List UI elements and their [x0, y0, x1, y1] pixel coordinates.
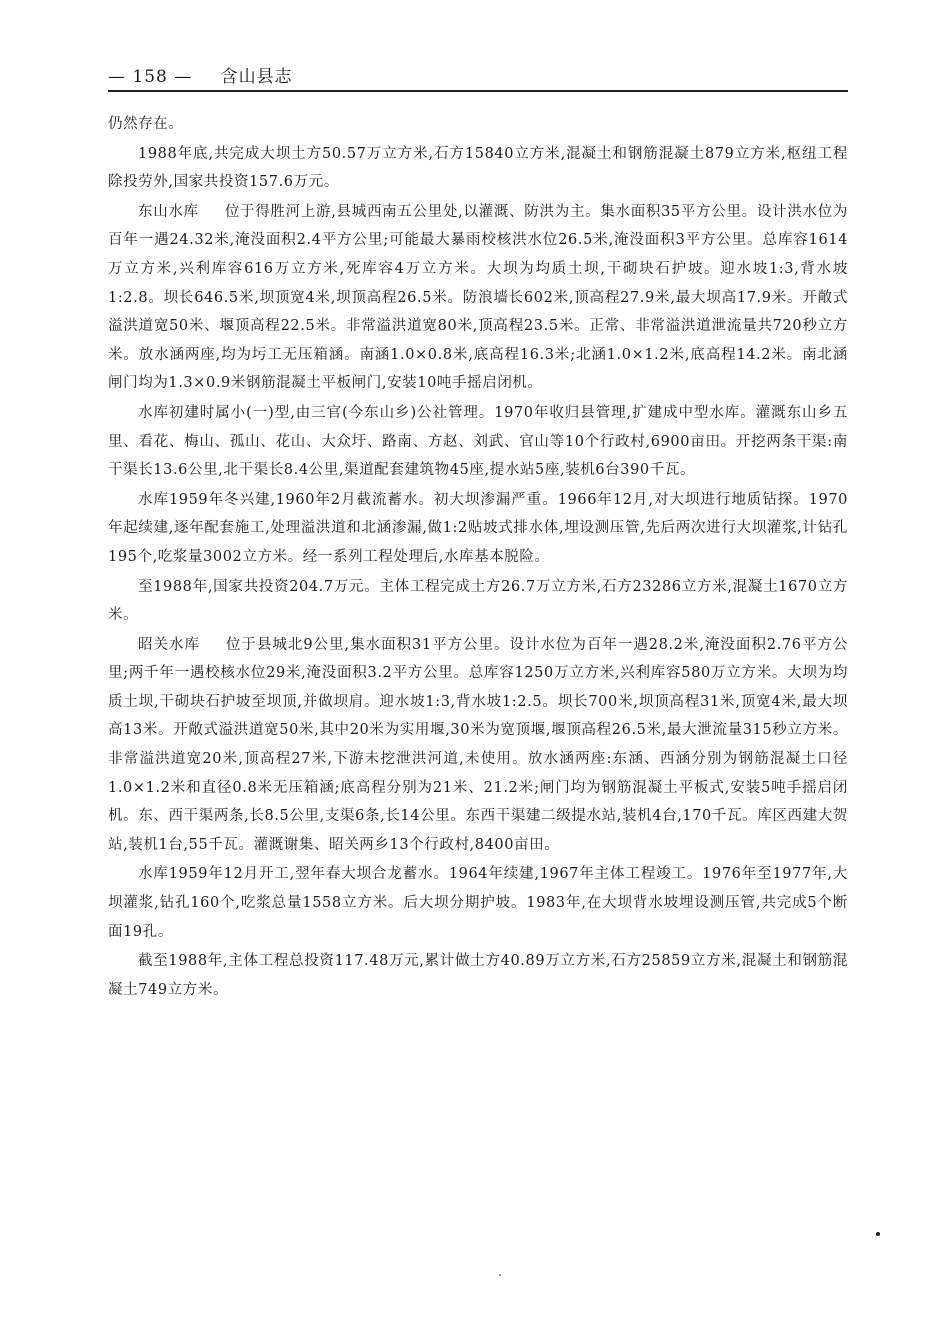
paragraph: 仍然存在。 — [108, 116, 184, 132]
paragraph-zhaoguan — [108, 631, 848, 860]
book-title: 含山县志 — [220, 67, 293, 87]
paragraph: 截至1988年,主体工程总投资117.48万元,累计做土方40.89万立方米,石方25859立方米,混凝土和钢筋混凝土749立方米。 — [108, 953, 848, 998]
paragraph: 1988年底,共完成大坝土方50.57万立方米,石方15840立方米,混凝土和钢筋混凝土879立方米,枢纽工程除投劳外,国家共投资157.6万元。 — [108, 145, 848, 191]
section-title-dongshan: 东山水库 — [138, 203, 199, 220]
section-title-zhaoguan: 昭关水库 — [138, 636, 200, 653]
header-rule — [108, 90, 848, 92]
paragraph-text: 位于得胜河上游,县城西南五公里处,以灌溉、防洪为主。集水面积35平方公里。设计洪水位为百年一遇24.32米,淹没面积2.4平方公里;可能最大暴雨校核洪水位26.5米,淹没面积3平方公里。总库容1614万立方米,兴利库容616万立方米,死库容4万立方米。大坝为均质土坝,干砌块石护坡。迎水坡1:3,背水坡1:2.8。坝长646.5米,坝顶宽4米,坝顶高程26.5米。防浪墙长602米,顶高程27.9米,最大坝高17.9米。开敞式溢洪道宽50米、堰顶高程22.5米。非常溢洪道宽80米,顶高程23.5米。正常、非常溢洪道泄流量共720秒立方米。放水涵两座,均为圬工无压箱涵。南涵1.0×0.8米,底高程16.3米;北涵1.0×1.2米,底高程14.2米。南北涵闸门均为1.3×0.9米钢筋混凝土平板闸门,安装10吨手摇启闭机。 — [108, 203, 848, 392]
page-header — [108, 62, 848, 87]
page-number: — 158 — — [108, 67, 193, 87]
paragraph: 水库初建时属小(一)型,由三官(今东山乡)公社管理。1970年收归县管理,扩建成中型水库。灌溉东山乡五里、看花、梅山、孤山、花山、大众圩、路南、方赵、刘武、官山等10个行政村,6900亩田。开挖两条干渠:南干渠长13.6公里,北干渠长8.4公里,渠道配套建筑物45座,提水站5座,装机6台390千瓦。 — [108, 404, 848, 479]
paragraph: 水库1959年12月开工,翌年春大坝合龙蓄水。1964年续建,1967年主体工程竣工。1976年至1977年,大坝灌浆,钻孔160个,吃浆总量1558立方米。后大坝分期护坡。1983年,在大坝背水坡埋设测压管,共完成5个断面19孔。 — [108, 866, 848, 940]
scan-mark — [876, 1232, 880, 1236]
paragraph-text: 位于县城北9公里,集水面积31平方公里。设计水位为百年一遇28.2米,淹没面积2.76平方公里;两千年一遇校核水位29米,淹没面积3.2平方公里。总库容1250万立方米,兴利库容580万立方米。大坝为均质土坝,干砌块石护坡至坝顶,并做坝肩。迎水坡1:3,背水坡1:2.5。坝长700米,坝顶高程31米,顶宽4米,最大坝高13米。开敞式溢洪道宽50米,其中20米为实用堰,30米为宽顶堰,堰顶高程26.5米,最大泄流量315秒立方米。非常溢洪道宽20米,顶高程27米,下游未挖泄洪河道,未使用。放水涵两座:东涵、西涵分别为钢筋混凝土口径1.0×1.2米和直径0.8米无压箱涵;底高程分别为21米、21.2米;闸门均为钢筋混凝土平板式,安装5吨手摇启闭机。东、西干渠两条,长8.5公里,支渠6条,长14公里。东西干渠建二级提水站,装机4台,170千瓦。库区西建大贺站,装机1台,55千瓦。灌溉谢集、昭关两乡13个行政村,8400亩田。 — [108, 636, 849, 853]
paragraph-dongshan — [108, 198, 848, 398]
paragraph: 至1988年,国家共投资204.7万元。主体工程完成土方26.7万立方米,石方23286立方米,混凝土1670立方米。 — [108, 578, 848, 624]
paragraph: 水库1959年冬兴建,1960年2月截流蓄水。初大坝渗漏严重。1966年12月,对大坝进行地质钻探。1970年起续建,逐年配套施工,处理溢洪道和北涵渗漏,做1:2贴坡式排水体,埋设测压管,先后两次进行大坝灌浆,计钻孔195个,吃浆量3002立方米。经一系列工程处理后,水库基本脱险。 — [108, 491, 848, 565]
document-body — [108, 110, 848, 1005]
scan-speck — [499, 1274, 501, 1276]
